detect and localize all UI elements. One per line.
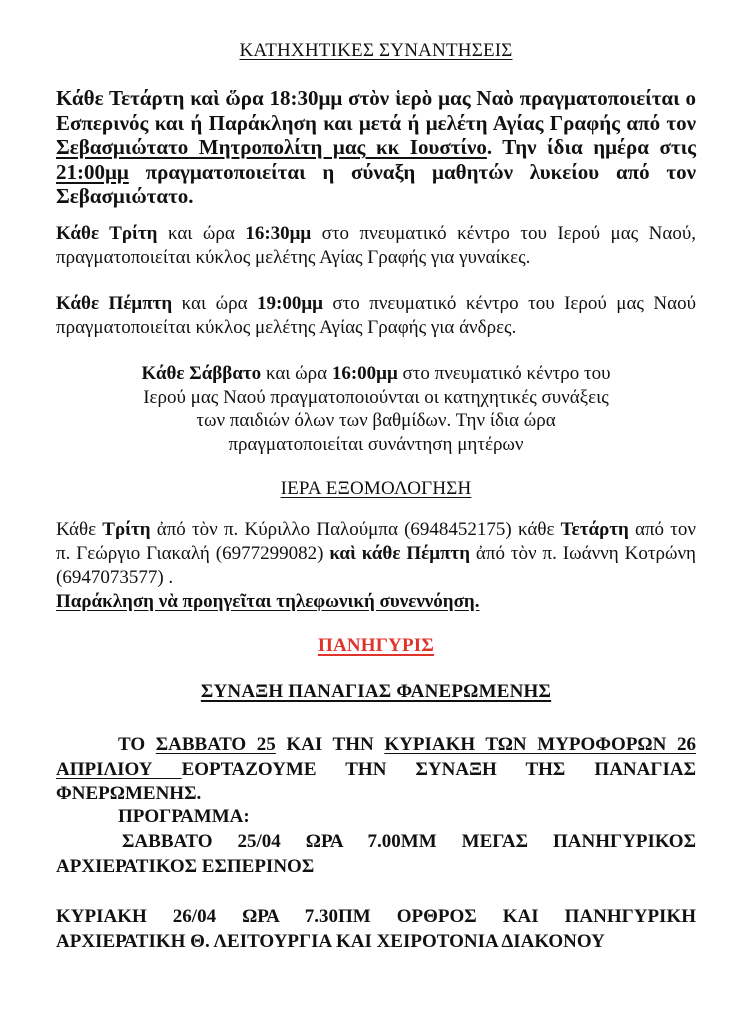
- confession-text-1: Κάθε: [56, 519, 103, 540]
- confession-tuesday: Τρίτη: [102, 519, 151, 540]
- confession-wednesday: Τετάρτη: [560, 519, 629, 540]
- thursday-day: Κάθε Πέμπτη: [56, 293, 173, 314]
- confession-and-every: καὶ κάθε: [329, 543, 401, 564]
- synaxis-heading: ΣΥΝΑΞΗ ΠΑΝΑΓΙΑΣ ΦΑΝΕΡΩΜΕΝΗΣ: [200, 681, 552, 702]
- confession-note: Παράκληση νὰ προηγεῖται τηλεφωνική συνεννόηση.: [56, 591, 480, 612]
- confession-text-3: από τον π. Γεώργιο Γιακαλή (6977299082): [56, 519, 696, 564]
- festival-heading: ΠΑΝΗΓΥΡΙΣ: [317, 635, 435, 656]
- saturday-line-2: Ιερού μας Ναού πραγματοποιούνται οι κατηχητικές συνάξεις: [143, 386, 609, 408]
- confession-paragraph: [56, 518, 696, 590]
- thursday-time: 19:00μμ: [257, 293, 323, 314]
- saturday-day: Κάθε Σάββατο: [141, 363, 262, 384]
- thursday-paragraph: [56, 292, 696, 340]
- wednesday-time-2: 21:00μμ: [56, 159, 129, 184]
- saturday-line-4: πραγματοποιείται συνάντηση μητέρων: [228, 433, 524, 455]
- saturday-line-1: [56, 362, 696, 386]
- program-item-saturday: ΣΑΒΒΑΤΟ 25/04 ΩΡΑ 7.00ΜΜ ΜΕΓΑΣ ΠΑΝΗΓΥΡΙΚΟΣ ΑΡΧΙΕΡΑΤΙΚΟΣ ΕΣΠΕΡΙΝΟΣ: [56, 831, 696, 877]
- wednesday-paragraph: [56, 86, 696, 209]
- saturday-mid: και ώρα: [261, 363, 332, 384]
- confession-text-2: ἀπό τὸν π. Κύριλλο Παλούμπα (6948452175) κάθε: [150, 519, 561, 540]
- festival-sunday: ΚΥΡΙΑΚΗ ΤΩΝ ΜΥΡΟΦΟΡΩΝ 26 ΑΠΡΙΛΙΟΥ: [56, 734, 696, 780]
- confession-thursday: Πέμπτη: [406, 543, 470, 564]
- festival-text-1: ΤΟ: [118, 734, 156, 755]
- festival-intro: [56, 733, 696, 807]
- saturday-line-3: των παιδιών όλων των βαθμίδων. Την ίδια ώρα: [196, 410, 556, 431]
- wednesday-text-2: . Την ίδια ημέρα στις: [486, 135, 696, 159]
- festival-saturday: ΣΑΒΒΑΤΟ 25: [155, 734, 276, 755]
- tuesday-paragraph: [56, 222, 696, 270]
- festival-text-2: ΚΑΙ ΤΗΝ: [275, 734, 385, 755]
- wednesday-text-1: Κάθε Τετάρτη καὶ ὥρα 18:30μμ στὸν ἱερὸ μας Ναὸ πραγματοποιείται ο Εσπερινός και ή Παράκληση και μετά ή μελέτη Αγίας Γραφής από τον: [56, 86, 696, 135]
- program-label: ΠΡΟΓΡΑΜΜΑ:: [118, 806, 250, 827]
- wednesday-text-3: πραγματοποιείται η σύναξη μαθητών λυκείου από τον Σεβασμιώτατο.: [56, 159, 696, 208]
- confession-text-5: ἀπό τὸν π. Ιωάννη Κοτρώνη (6947073577) .: [56, 543, 696, 588]
- tuesday-day: Κάθε Τρίτη: [56, 223, 158, 244]
- thursday-mid: και ώρα: [172, 293, 258, 314]
- catechesis-heading: ΚΑΤΗΧΗΤΙΚΕΣ ΣΥΝΑΝΤΗΣΕΙΣ: [239, 40, 513, 61]
- tuesday-time: 16:30μμ: [245, 223, 312, 244]
- saturday-time: 16:00μμ: [331, 363, 398, 384]
- tuesday-rest: στο πνευματικό κέντρο του Ιερού μας Ναού, πραγματοποιείται κύκλος μελέτης Αγίας Γραφής για γυναίκες.: [56, 223, 696, 268]
- saturday-line1-rest: στο πνευματικό κέντρο του: [397, 363, 611, 384]
- bishop-name: Σεβασμιώτατο Μητροπολίτη μας κκ Ιουστίνο: [56, 135, 487, 159]
- festival-text-3: ΕΟΡΤΑΖΟΥΜΕ ΤΗΝ ΣΥΝΑΞΗ ΤΗΣ ΠΑΝΑΓΙΑΣ ΦΝΕΡΩΜΕΝΗΣ.: [56, 758, 696, 804]
- thursday-rest: στο πνευματικό κέντρο του Ιερού μας Ναού πραγματοποιείται κύκλος μελέτης Αγίας Γραφής για άνδρες.: [56, 293, 696, 338]
- saturday-paragraph: [56, 362, 696, 456]
- confession-heading: ΙΕΡΑ ΕΞΟΜΟΛΟΓΗΣΗ: [280, 478, 472, 499]
- program-item-sunday: ΚΥΡΙΑΚΗ 26/04 ΩΡΑ 7.30ΠΜ ΟΡΘΡΟΣ ΚΑΙ ΠΑΝΗΓΥΡΙΚΗ ΑΡΧΙΕΡΑΤΙΚΗ Θ. ΛΕΙΤΟΥΡΓΙΑ ΚΑΙ ΧΕΙΡΟΤΟΝΙΑ ΔΙΑΚΟΝΟΥ: [56, 906, 696, 952]
- tuesday-mid: και ώρα: [157, 223, 246, 244]
